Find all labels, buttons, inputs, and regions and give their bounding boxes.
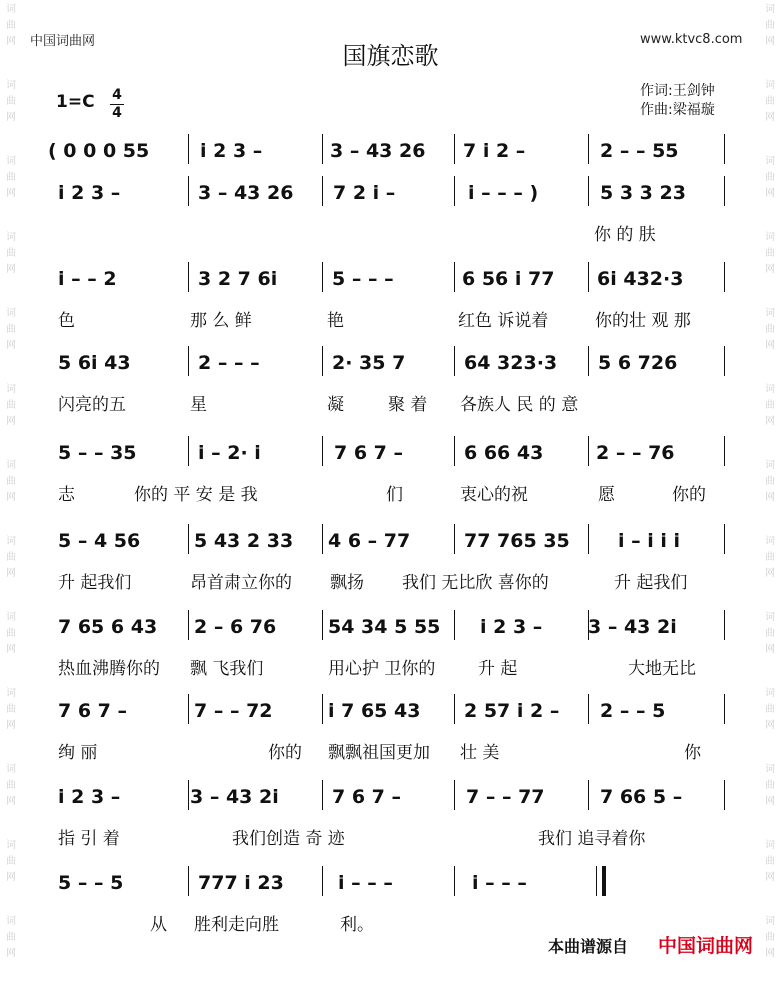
watermark-char: 曲 <box>6 248 16 259</box>
watermark-char: 词 <box>6 80 16 91</box>
watermark-char: 曲 <box>765 856 775 867</box>
measure-notes: 7 6 7 – <box>58 700 128 722</box>
watermark-char: 曲 <box>6 20 16 31</box>
lyric-text: 星 <box>190 395 207 415</box>
bar-line <box>322 780 323 810</box>
site-url-header[interactable]: www.ktvc8.com <box>640 32 743 47</box>
watermark-char: 网 <box>765 492 775 503</box>
measure-notes: 2 – – 76 <box>596 442 675 464</box>
notation-row <box>40 352 740 382</box>
measure-notes: i 2 3 – <box>58 786 121 808</box>
notation-row <box>40 182 740 212</box>
bar-line <box>454 524 455 554</box>
measure-notes: 3 2 7 6i <box>198 268 278 290</box>
watermark-char: 曲 <box>765 96 775 107</box>
bar-line <box>724 436 725 466</box>
bar-line <box>724 694 725 724</box>
bar-line <box>322 436 323 466</box>
watermark-char: 网 <box>765 644 775 655</box>
lyric-text: 升 起我们 <box>614 573 688 593</box>
watermark-char: 网 <box>765 112 775 123</box>
measure-notes: 2 57 i 2 – <box>464 700 560 722</box>
notation-row <box>40 700 740 730</box>
measure-notes: 7 66 5 – <box>600 786 683 808</box>
lyric-text: 指 引 着 <box>58 829 120 849</box>
watermark-char: 网 <box>765 568 775 579</box>
watermark-char: 词 <box>6 4 16 15</box>
measure-notes: 2 – 6 76 <box>194 616 277 638</box>
bar-line <box>454 694 455 724</box>
watermark-char: 词 <box>6 156 16 167</box>
watermark-char: 曲 <box>765 172 775 183</box>
bar-line <box>322 694 323 724</box>
measure-notes: i – – 2 <box>58 268 117 290</box>
lyric-text: 你的 <box>672 485 706 505</box>
watermark-char: 曲 <box>6 628 16 639</box>
watermark-char: 曲 <box>6 324 16 335</box>
watermark-char: 网 <box>6 568 16 579</box>
bar-line <box>588 780 589 810</box>
watermark-char: 网 <box>6 720 16 731</box>
lyric-text: 飘扬 <box>330 573 364 593</box>
watermark-char: 网 <box>6 796 16 807</box>
watermark-char: 网 <box>765 796 775 807</box>
measure-notes: 7 – – 72 <box>194 700 273 722</box>
watermark-char: 词 <box>765 80 775 91</box>
lyric-text: 我们创造 奇 迹 <box>232 829 345 849</box>
watermark-char: 曲 <box>6 932 16 943</box>
bar-line <box>724 780 725 810</box>
lyric-text: 艳 <box>327 311 344 331</box>
bar-line <box>724 176 725 206</box>
measure-notes: 777 i 23 <box>198 872 284 894</box>
lyric-text: 你 的 肤 <box>594 225 656 245</box>
measure-notes: 5 – – 35 <box>58 442 137 464</box>
lyric-text: 那 么 鲜 <box>190 311 252 331</box>
watermark-char: 网 <box>6 340 16 351</box>
watermark-char: 词 <box>6 916 16 927</box>
notation-row <box>40 140 740 170</box>
measure-notes: 7 i 2 – <box>463 140 526 162</box>
lyric-text: 闪亮的五 <box>58 395 126 415</box>
measure-notes: 2 – – – <box>198 352 260 374</box>
bar-line <box>188 866 189 896</box>
bar-line <box>188 346 189 376</box>
measure-notes: i – – – <box>338 872 393 894</box>
measure-notes: 4 6 – 77 <box>328 530 411 552</box>
measure-notes: i – i i i <box>618 530 681 552</box>
lyric-text: 热血沸腾你的 <box>58 659 160 679</box>
watermark-char: 曲 <box>6 552 16 563</box>
watermark-char: 词 <box>6 688 16 699</box>
measure-notes: i – 2· i <box>198 442 261 464</box>
notation-row <box>40 616 740 646</box>
watermark-char: 词 <box>6 764 16 775</box>
watermark-char: 网 <box>6 36 16 47</box>
bar-line <box>588 346 589 376</box>
measure-notes: 3 – 43 2i <box>190 786 279 808</box>
lyric-text: 各族人 民 的 意 <box>460 395 579 415</box>
measure-notes: i 2 3 – <box>480 616 543 638</box>
watermark-char: 网 <box>765 188 775 199</box>
lyric-text: 利。 <box>340 915 374 935</box>
measure-notes: 2 – – 55 <box>600 140 679 162</box>
watermark-char: 网 <box>6 112 16 123</box>
left-watermark-strip <box>0 0 22 984</box>
watermark-char: 曲 <box>6 476 16 487</box>
lyric-text: 色 <box>58 311 75 331</box>
lyric-text: 壮 美 <box>460 743 500 763</box>
watermark-char: 网 <box>765 416 775 427</box>
lyric-text: 升 起 <box>478 659 518 679</box>
lyric-text: 志 <box>58 485 75 505</box>
lyric-text: 绚 丽 <box>58 743 98 763</box>
measure-notes: 3 – 43 26 <box>330 140 426 162</box>
measure-notes: 5 6i 43 <box>58 352 131 374</box>
bar-line <box>188 780 189 810</box>
measure-notes: 6 56 i 77 <box>462 268 555 290</box>
bar-line <box>588 694 589 724</box>
bar-line <box>322 346 323 376</box>
watermark-char: 曲 <box>765 780 775 791</box>
notation-row <box>40 442 740 472</box>
lyric-text: 聚 着 <box>388 395 428 415</box>
final-bar-line <box>596 866 606 896</box>
bar-line <box>454 780 455 810</box>
bar-line <box>588 610 589 640</box>
watermark-char: 网 <box>6 644 16 655</box>
measure-notes: i 2 3 – <box>58 182 121 204</box>
measure-notes: 6 66 43 <box>464 442 544 464</box>
watermark-char: 曲 <box>765 932 775 943</box>
measure-notes: 5 – – 5 <box>58 872 124 894</box>
measure-notes: 3 – 43 2i <box>588 616 677 638</box>
watermark-char: 曲 <box>6 856 16 867</box>
measure-notes: 54 34 5 55 <box>328 616 441 638</box>
watermark-char: 词 <box>765 916 775 927</box>
watermark-char: 曲 <box>6 400 16 411</box>
lyric-text: 从 <box>150 915 167 935</box>
lyricist-credit: 作词:王剑钟 <box>640 83 715 99</box>
lyric-text: 你 <box>684 743 701 763</box>
measure-notes: i – – – <box>472 872 527 894</box>
watermark-char: 词 <box>765 308 775 319</box>
watermark-char: 曲 <box>765 248 775 259</box>
lyric-text: 用心护 卫你的 <box>328 659 436 679</box>
bar-line <box>322 176 323 206</box>
measure-notes: 6i 432·3 <box>597 268 684 290</box>
lyric-text: 我们 无比欣 喜你的 <box>402 573 549 593</box>
site-name-header[interactable]: 中国词曲网 <box>30 34 96 49</box>
watermark-char: 词 <box>765 156 775 167</box>
measure-notes: i 7 65 43 <box>328 700 421 722</box>
bar-line <box>188 134 189 164</box>
measure-notes: 5 – 4 56 <box>58 530 141 552</box>
watermark-char: 曲 <box>765 400 775 411</box>
watermark-char: 词 <box>6 384 16 395</box>
lyric-text: 们 <box>386 485 403 505</box>
watermark-char: 曲 <box>765 20 775 31</box>
bar-line <box>454 866 455 896</box>
notation-row <box>40 786 740 816</box>
lyric-text: 你的 <box>268 743 302 763</box>
bar-line <box>188 176 189 206</box>
watermark-char: 网 <box>765 36 775 47</box>
watermark-char: 曲 <box>6 172 16 183</box>
measure-notes: 7 6 7 – <box>332 786 402 808</box>
watermark-char: 词 <box>6 232 16 243</box>
bar-line <box>724 134 725 164</box>
measure-notes: 3 – 43 26 <box>198 182 294 204</box>
lyric-text: 胜利走向胜 <box>194 915 279 935</box>
lyric-text: 红色 诉说着 <box>458 311 549 331</box>
measure-notes: 2 – – 5 <box>600 700 666 722</box>
lyric-text: 飘飘祖国更加 <box>328 743 430 763</box>
source-label: 本曲谱源自 <box>548 937 629 956</box>
page-title: 国旗恋歌 <box>342 42 439 70</box>
lyric-text: 你的壮 观 那 <box>595 311 691 331</box>
bar-line <box>588 134 589 164</box>
watermark-char: 曲 <box>765 704 775 715</box>
measure-notes: ( 0 0 0 55 <box>48 140 150 162</box>
lyric-text: 我们 追寻着你 <box>538 829 646 849</box>
watermark-char: 词 <box>6 308 16 319</box>
bar-line <box>454 346 455 376</box>
bar-line <box>322 134 323 164</box>
watermark-char: 网 <box>765 720 775 731</box>
watermark-char: 词 <box>765 4 775 15</box>
watermark-char: 词 <box>765 384 775 395</box>
watermark-char: 曲 <box>6 704 16 715</box>
bar-line <box>588 524 589 554</box>
bar-line <box>188 262 189 292</box>
lyric-text: 凝 <box>327 395 344 415</box>
bar-line <box>724 610 725 640</box>
bar-line <box>724 524 725 554</box>
bar-line <box>588 262 589 292</box>
notation-row <box>40 872 740 902</box>
bar-line <box>454 134 455 164</box>
watermark-char: 网 <box>6 948 16 959</box>
measure-notes: 5 43 2 33 <box>194 530 294 552</box>
time-signature <box>110 88 124 121</box>
lyric-text: 昂首肃立你的 <box>190 573 292 593</box>
watermark-char: 词 <box>765 536 775 547</box>
watermark-char: 词 <box>6 612 16 623</box>
watermark-char: 词 <box>6 840 16 851</box>
right-watermark-strip <box>759 0 781 984</box>
watermark-char: 网 <box>6 872 16 883</box>
watermark-char: 网 <box>765 264 775 275</box>
watermark-char: 网 <box>6 188 16 199</box>
lyric-text: 愿 <box>598 485 615 505</box>
bar-line <box>454 176 455 206</box>
bar-line <box>454 610 455 640</box>
time-signature-top: 4 <box>112 87 122 103</box>
lyric-text: 大地无比 <box>628 659 696 679</box>
bar-line <box>188 694 189 724</box>
bar-line <box>188 436 189 466</box>
measure-notes: i – – – ) <box>468 182 539 204</box>
watermark-char: 网 <box>6 264 16 275</box>
watermark-char: 曲 <box>765 324 775 335</box>
watermark-char: 网 <box>6 416 16 427</box>
bar-line <box>322 866 323 896</box>
source-site-link[interactable]: 中国词曲网 <box>658 935 754 957</box>
watermark-char: 词 <box>765 840 775 851</box>
watermark-char: 曲 <box>765 552 775 563</box>
bar-line <box>454 436 455 466</box>
bar-line <box>322 262 323 292</box>
measure-notes: 5 3 3 23 <box>600 182 686 204</box>
notation-row <box>40 268 740 298</box>
bar-line <box>588 436 589 466</box>
watermark-char: 网 <box>765 948 775 959</box>
time-signature-bottom: 4 <box>112 105 122 121</box>
bar-line <box>588 176 589 206</box>
watermark-char: 曲 <box>765 628 775 639</box>
composer-credit: 作曲:梁福璇 <box>640 102 715 118</box>
watermark-char: 网 <box>765 872 775 883</box>
lyric-text: 你的 平 安 是 我 <box>134 485 258 505</box>
lyric-text: 升 起我们 <box>58 573 132 593</box>
watermark-char: 词 <box>765 232 775 243</box>
measure-notes: i 2 3 – <box>200 140 263 162</box>
watermark-char: 词 <box>6 460 16 471</box>
key-signature: 1=C <box>56 92 95 112</box>
measure-notes: 5 6 726 <box>598 352 678 374</box>
bar-line <box>454 262 455 292</box>
watermark-char: 词 <box>765 612 775 623</box>
watermark-char: 词 <box>6 536 16 547</box>
measure-notes: 77 765 35 <box>464 530 570 552</box>
watermark-char: 词 <box>765 688 775 699</box>
measure-notes: 7 2 i – <box>333 182 396 204</box>
watermark-char: 网 <box>6 492 16 503</box>
watermark-char: 网 <box>765 340 775 351</box>
watermark-char: 曲 <box>6 96 16 107</box>
lyric-text: 衷心的祝 <box>460 485 528 505</box>
measure-notes: 7 – – 77 <box>466 786 545 808</box>
measure-notes: 7 65 6 43 <box>58 616 158 638</box>
measure-notes: 5 – – – <box>332 268 394 290</box>
measure-notes: 7 6 7 – <box>334 442 404 464</box>
bar-line <box>188 610 189 640</box>
lyric-text: 飘 飞我们 <box>190 659 264 679</box>
measure-notes: 64 323·3 <box>464 352 558 374</box>
notation-row <box>40 530 740 560</box>
watermark-char: 曲 <box>6 780 16 791</box>
bar-line <box>724 262 725 292</box>
watermark-char: 曲 <box>765 476 775 487</box>
watermark-char: 词 <box>765 764 775 775</box>
bar-line <box>724 346 725 376</box>
measure-notes: 2· 35 7 <box>332 352 406 374</box>
watermark-char: 词 <box>765 460 775 471</box>
bar-line <box>188 524 189 554</box>
bar-line <box>322 524 323 554</box>
bar-line <box>322 610 323 640</box>
